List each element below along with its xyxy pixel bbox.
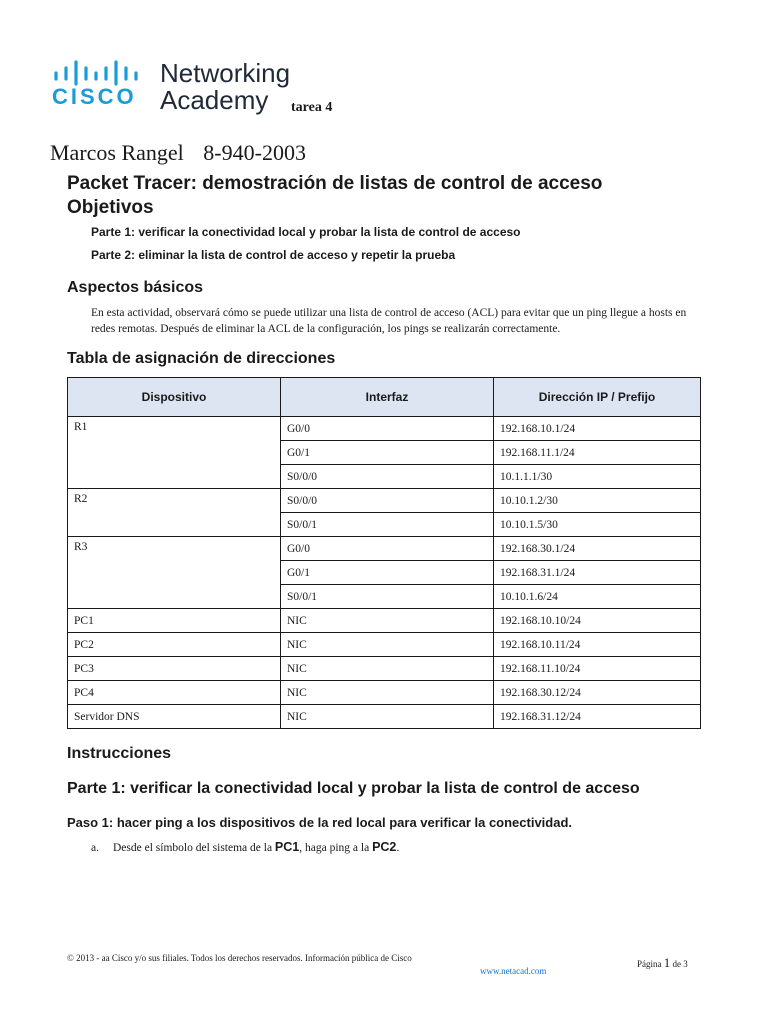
- logo-networking-text: Networking: [160, 58, 291, 88]
- cell-interface: S0/0/0: [281, 489, 494, 513]
- cell-interface: NIC: [281, 609, 494, 633]
- background-paragraph: En esta actividad, observará cómo se puede utilizar una lista de control de acceso (ACL) para evitar que un ping llegue a hosts en redes remotas. Después de eliminar la ACL de la configuración, los pings se realizarán correctamente.: [91, 307, 687, 335]
- cell-interface: G0/1: [281, 441, 494, 465]
- cell-ip: 192.168.10.10/24: [494, 609, 701, 633]
- table-row: [68, 681, 701, 705]
- table-row: [68, 537, 701, 561]
- cell-ip: 192.168.11.1/24: [494, 441, 701, 465]
- instructions-heading: Instrucciones: [67, 745, 172, 762]
- author-name: Marcos Rangel: [50, 140, 184, 165]
- cell-ip: 10.10.1.5/30: [494, 513, 701, 537]
- step-item-letter: a.: [91, 842, 99, 854]
- cell-interface: NIC: [281, 705, 494, 729]
- step-item-text-1: Desde el símbolo del sistema de la: [113, 842, 275, 854]
- cell-interface: G0/1: [281, 561, 494, 585]
- step-item-pc1: PC1: [274, 840, 300, 854]
- column-header-interface: Interfaz: [281, 378, 494, 417]
- column-header-ip: Dirección IP / Prefijo: [494, 378, 701, 417]
- footer-copyright: © 2013 - aa Cisco y/o sus filiales. Todos los derechos reservados. Información pública de Cisco: [67, 953, 412, 963]
- column-header-device: Dispositivo: [68, 378, 281, 417]
- logo-academy-text: Academy: [160, 85, 269, 115]
- cell-device: Servidor DNS: [68, 705, 281, 729]
- objectives-heading: Objetivos: [67, 197, 154, 218]
- cell-device: R3: [68, 537, 281, 609]
- table-row: [68, 489, 701, 513]
- cell-interface: NIC: [281, 657, 494, 681]
- cell-ip: 192.168.10.11/24: [494, 633, 701, 657]
- part-1-heading: Parte 1: verificar la conectividad local y probar la lista de control de acceso: [67, 780, 640, 797]
- cell-interface: G0/0: [281, 417, 494, 441]
- table-header-row: [68, 378, 701, 417]
- cell-ip: 10.10.1.2/30: [494, 489, 701, 513]
- objective-part-2: Parte 2: eliminar la lista de control de acceso y repetir la prueba: [91, 248, 456, 262]
- cell-ip: 192.168.31.12/24: [494, 705, 701, 729]
- cell-interface: NIC: [281, 633, 494, 657]
- step-1-heading: Paso 1: hacer ping a los dispositivos de la red local para verificar la conectividad.: [67, 815, 573, 830]
- cisco-wordmark: CISCO: [52, 84, 137, 109]
- step-item-pc2: PC2: [372, 840, 397, 854]
- assignment-label: tarea 4: [291, 100, 333, 115]
- document-title: Packet Tracer: demostración de listas de control de acceso: [67, 173, 603, 194]
- addressing-table: [67, 377, 701, 729]
- step-item-a: [91, 840, 399, 854]
- author-id: 8-940-2003: [203, 140, 306, 165]
- page-current: 1: [663, 955, 671, 970]
- table-row: [68, 609, 701, 633]
- cell-device: PC2: [68, 633, 281, 657]
- background-heading: Aspectos básicos: [67, 279, 204, 296]
- page-label: Página: [637, 959, 662, 969]
- page-total: de 3: [672, 959, 688, 969]
- cell-interface: S0/0/1: [281, 585, 494, 609]
- table-row: [68, 705, 701, 729]
- cell-interface: NIC: [281, 681, 494, 705]
- cell-ip: 192.168.31.1/24: [494, 561, 701, 585]
- cisco-logo: [52, 58, 312, 118]
- table-row: [68, 633, 701, 657]
- cell-interface: S0/0/1: [281, 513, 494, 537]
- step-item-text-2: , haga ping a la: [299, 842, 373, 854]
- cell-ip: 192.168.30.1/24: [494, 537, 701, 561]
- cell-device: R1: [68, 417, 281, 489]
- table-row: [68, 417, 701, 441]
- cisco-bars-icon: [52, 60, 148, 86]
- cell-ip: 192.168.10.1/24: [494, 417, 701, 441]
- table-row: [68, 657, 701, 681]
- cell-interface: G0/0: [281, 537, 494, 561]
- objective-part-1: Parte 1: verificar la conectividad local y probar la lista de control de acceso: [91, 225, 521, 239]
- page-number: [637, 955, 688, 971]
- table-heading: Tabla de asignación de direcciones: [67, 350, 336, 367]
- cell-device: PC1: [68, 609, 281, 633]
- cell-ip: 192.168.30.12/24: [494, 681, 701, 705]
- cell-ip: 10.10.1.6/24: [494, 585, 701, 609]
- author-line: [50, 140, 306, 166]
- cell-device: PC4: [68, 681, 281, 705]
- cell-device: PC3: [68, 657, 281, 681]
- footer-url-link[interactable]: www.netacad.com: [480, 966, 547, 976]
- cell-ip: 192.168.11.10/24: [494, 657, 701, 681]
- step-item-text-3: .: [396, 842, 400, 854]
- cell-ip: 10.1.1.1/30: [494, 465, 701, 489]
- cell-device: R2: [68, 489, 281, 537]
- cell-interface: S0/0/0: [281, 465, 494, 489]
